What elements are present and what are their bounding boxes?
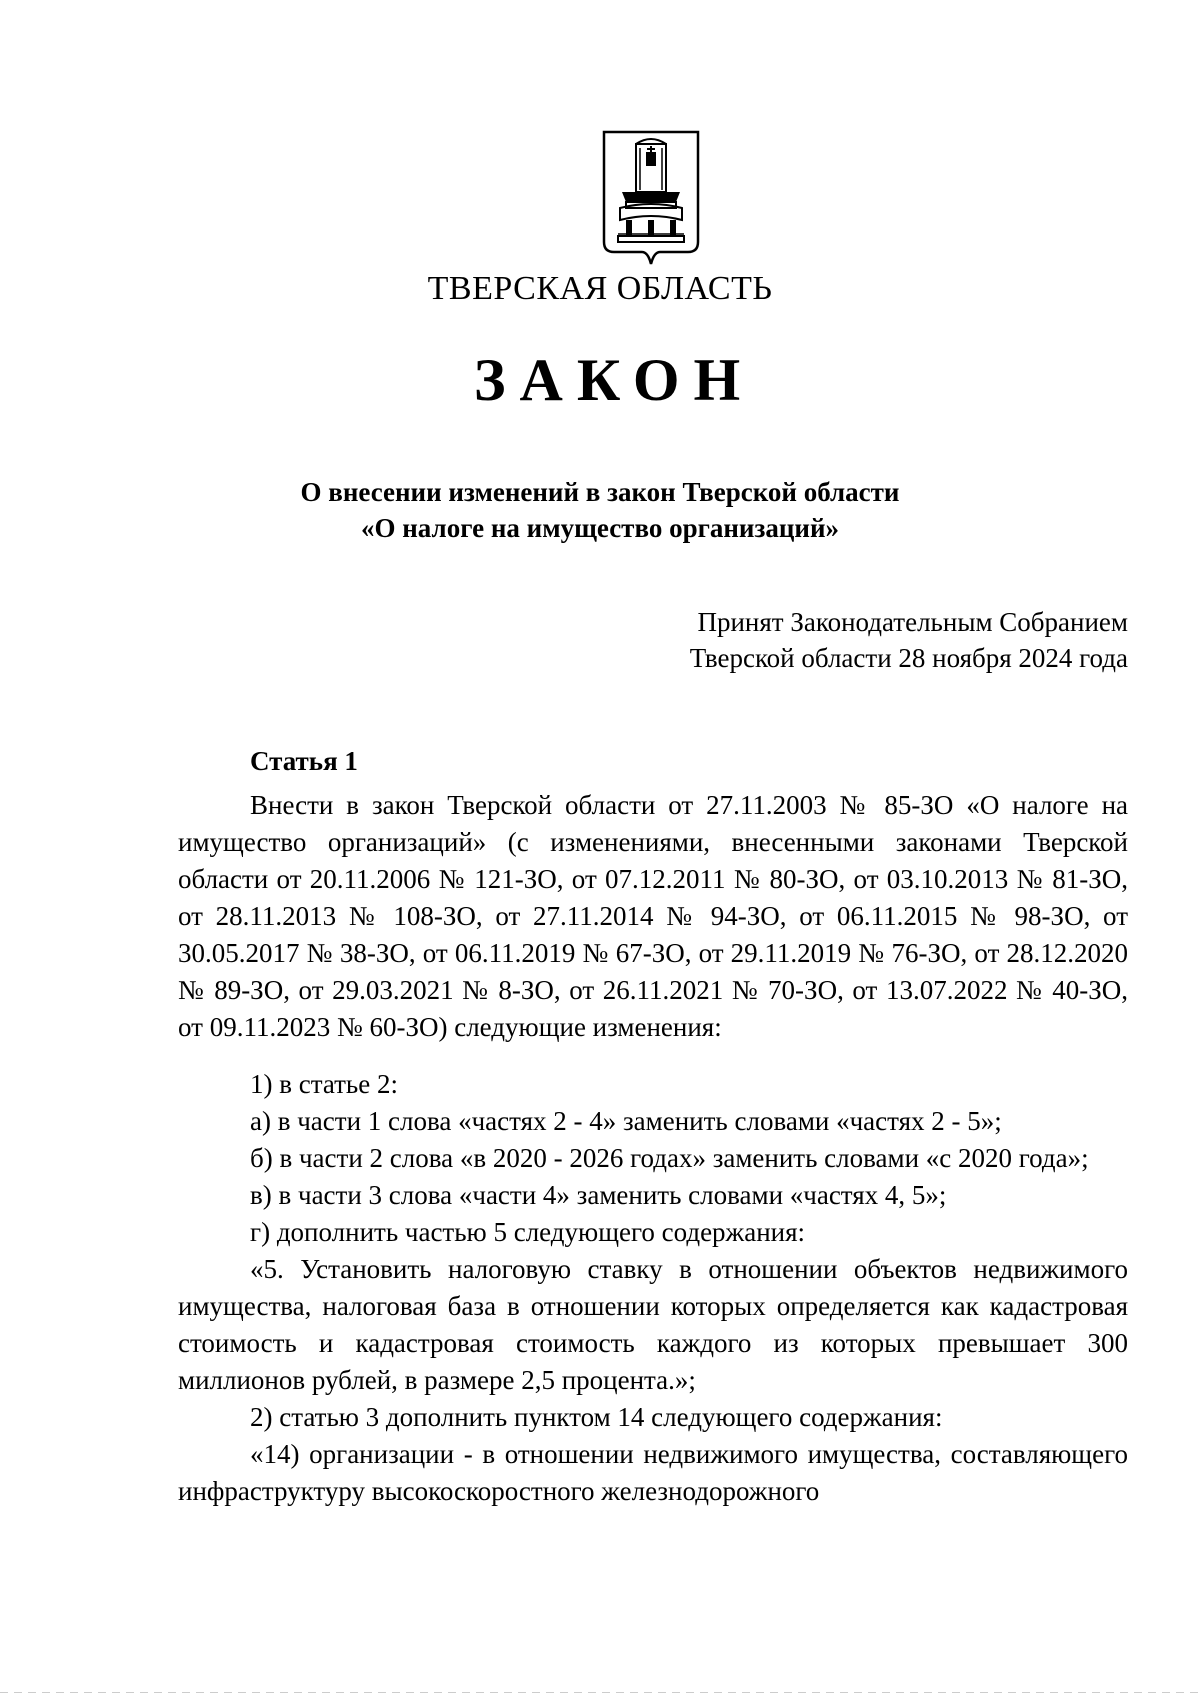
paragraph-item-1a: а) в части 1 слова «частях 2 - 4» заменить словами «частях 2 - 5»; (250, 1106, 1002, 1136)
paragraph-item-1b: б) в части 2 слова «в 2020 - 2026 годах» заменить словами «с 2020 года»; (250, 1143, 1089, 1173)
article-body (178, 787, 1128, 1510)
adoption-note (690, 604, 1128, 676)
paragraph-item-1g: г) дополнить частью 5 следующего содержания: (250, 1217, 806, 1247)
paragraph-item-2: 2) статью 3 дополнить пунктом 14 следующего содержания: (250, 1402, 943, 1432)
paragraph-part-5-text: «5. Установить налоговую ставку в отношении объектов недвижимого имущества, налоговая база в отношении которых определяется как кадастровая стоимость и кадастровая стоимость каждого из которых превышает 300 миллионов рублей, в размере 2,5 процента.»; (178, 1254, 1128, 1395)
paragraph-item-1: 1) в статье 2: (250, 1069, 398, 1099)
scan-edge-line (0, 1692, 1200, 1693)
adoption-note-line-2: Тверской области 28 ноября 2024 года (689, 643, 1128, 673)
coat-of-arms-icon (602, 130, 700, 266)
paragraph-point-14-text: «14) организации - в отношении недвижимого имущества, составляющего инфраструктуру высокоскоростного железнодорожного (178, 1439, 1128, 1506)
adoption-note-line-1: Принят Законодательным Собранием (697, 607, 1128, 637)
paragraph-item-1v: в) в части 3 слова «части 4» заменить словами «частях 4, 5»; (250, 1180, 947, 1210)
document-type: ЗАКОН (473, 347, 755, 413)
article-heading: Статья 1 (250, 746, 358, 776)
region-name: ТВЕРСКАЯ ОБЛАСТЬ (427, 270, 773, 307)
law-title-line-2: «О налоге на имущество организаций» (361, 513, 839, 543)
paragraph-amendment-intro: Внести в закон Тверской области от 27.11.2003 № 85-ЗО «О налоге на имущество организаций» (с изменениями, внесенными законами Тверской области от 20.11.2006 № 121-ЗО, от 07.12.2011 № 80-ЗО, от 03.10.2013 № 81-ЗО, от 28.11.2013 № 108-ЗО, от 27.11.2014 № 94-ЗО, от 06.11.2015 № 98-ЗО, от 30.05.2017 № 38-ЗО, от 06.11.2019 № 67-ЗО, от 29.11.2019 № 76-ЗО, от 28.12.2020 № 89-ЗО, от 29.03.2021 № 8-ЗО, от 26.11.2021 № 70-ЗО, от 13.07.2022 № 40-ЗО, от 09.11.2023 № 60-ЗО) следующие изменения: (178, 790, 1128, 1042)
law-title-line-1: О внесении изменений в закон Тверской области (300, 477, 900, 507)
law-title (0, 474, 1200, 546)
